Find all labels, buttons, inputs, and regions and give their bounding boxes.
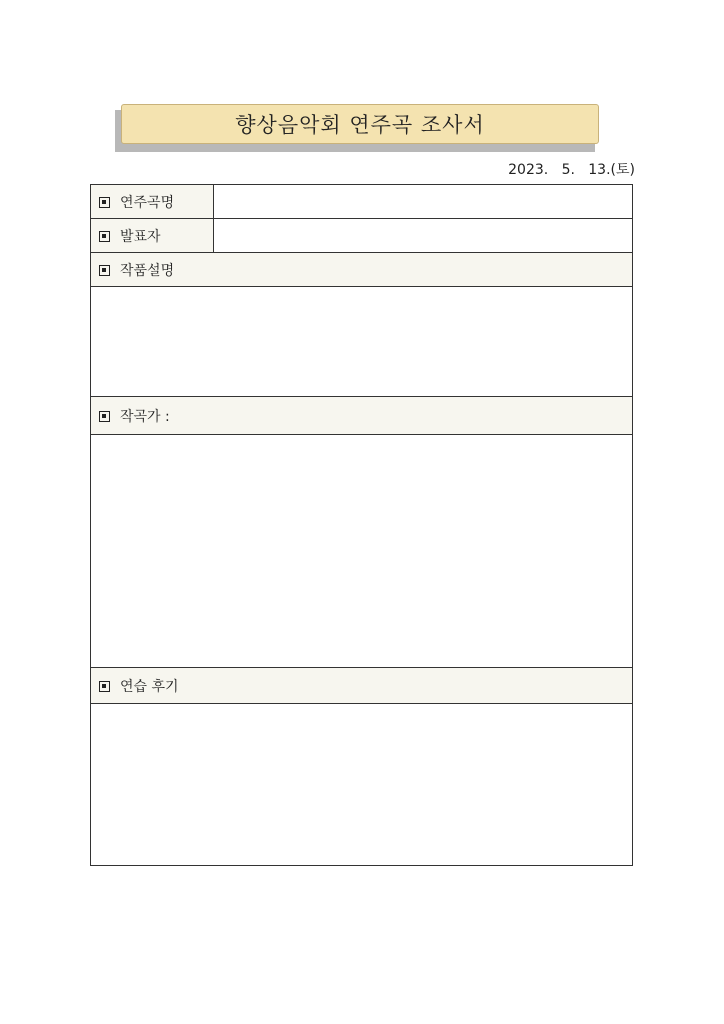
practice-review-label: 연습 후기 — [120, 678, 179, 695]
piece-name-row — [91, 185, 633, 219]
work-description-header-row — [91, 253, 633, 287]
composer-body-row — [91, 435, 633, 668]
composer-body[interactable] — [91, 435, 633, 668]
practice-review-header-row — [91, 668, 633, 704]
practice-review-header — [91, 668, 633, 704]
composer-label: 작곡가 : — [120, 408, 170, 425]
practice-review-body[interactable] — [91, 704, 633, 866]
square-bullet-icon — [99, 265, 110, 276]
survey-form-table — [90, 184, 633, 866]
presenter-label: 발표자 — [120, 228, 161, 245]
presenter-label-cell — [91, 219, 214, 253]
work-description-header — [91, 253, 633, 287]
composer-header-row — [91, 397, 633, 435]
piece-name-label: 연주곡명 — [120, 194, 175, 211]
square-bullet-icon — [99, 411, 110, 422]
practice-review-body-row — [91, 704, 633, 866]
piece-name-value-cell[interactable] — [214, 185, 633, 219]
composer-header — [91, 397, 633, 435]
document-title: 향상음악회 연주곡 조사서 — [121, 104, 599, 144]
square-bullet-icon — [99, 197, 110, 208]
work-description-label: 작품설명 — [120, 262, 175, 279]
work-description-body-row — [91, 287, 633, 397]
square-bullet-icon — [99, 681, 110, 692]
square-bullet-icon — [99, 231, 110, 242]
presenter-row — [91, 219, 633, 253]
work-description-body[interactable] — [91, 287, 633, 397]
piece-name-label-cell — [91, 185, 214, 219]
presenter-value-cell[interactable] — [214, 219, 633, 253]
document-date: 2023. 5. 13.(토) — [508, 162, 635, 178]
